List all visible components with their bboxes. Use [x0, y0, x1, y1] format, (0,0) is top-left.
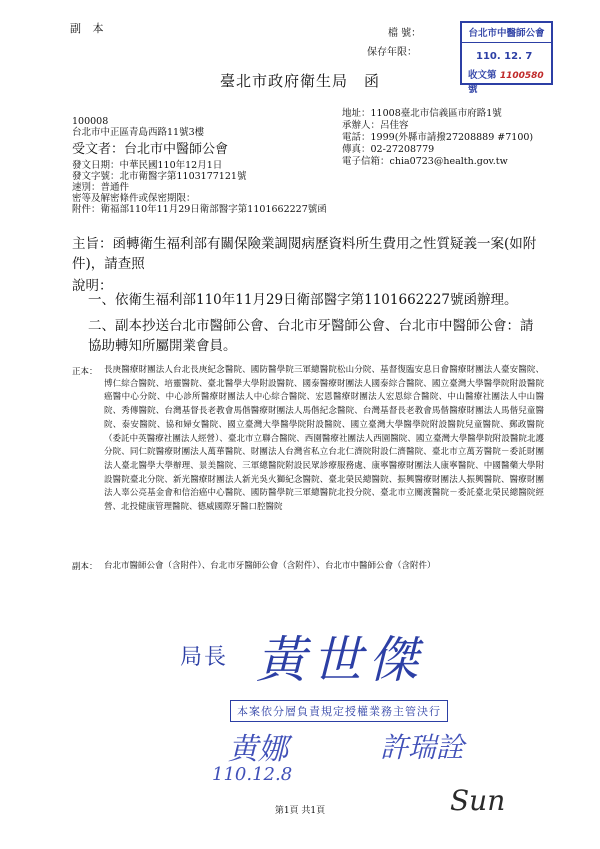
stamp-receive-number: 1100580	[499, 71, 544, 81]
confidentiality: 密等及解密條件或保密期限：	[72, 193, 196, 204]
explanation-item-1: 一、依衛生福利部110年11月29日衛部醫字第1101662227號函辦理。	[88, 292, 518, 308]
cc-recipients: 台北市醫師公會（含附件）、台北市牙醫師公會（含附件）、台北市中醫師公會（含附件）	[104, 561, 436, 571]
file-number-label: 檔 號：	[388, 28, 422, 39]
document-title: 臺北市政府衛生局 函	[219, 72, 380, 90]
delivery-speed: 速別：普通件	[72, 182, 130, 193]
handwritten-signature-3: Sun	[450, 784, 506, 817]
explanation-item-2: 二、副本抄送台北市醫師公會、台北市牙醫師公會、台北市中醫師公會：請協助轉知所屬開業會員。	[88, 318, 534, 354]
issue-date: 發文日期：中華民國110年12月1日	[72, 160, 223, 171]
contact-row	[342, 132, 557, 144]
attachment-line: 附件：衛福部110年11月29日衛部醫字第1101662227號函	[72, 204, 327, 215]
retention-period-label: 保存年限：	[367, 47, 417, 58]
copy-mark: 副 本	[70, 22, 108, 35]
contact-key: 傳真：	[342, 144, 371, 155]
contact-block	[342, 108, 557, 168]
postcode: 100008	[72, 116, 109, 127]
contact-key: 承辦人：	[342, 120, 381, 131]
handwritten-signature-2: 許瑞詮	[380, 731, 465, 764]
director-signature: 黃世傑	[256, 631, 424, 689]
handwritten-date: 110.12.8	[212, 764, 293, 785]
recipient-address: 台北市中正區青島西路11號3樓	[72, 127, 205, 138]
main-recipients-label: 正本：	[72, 367, 98, 377]
handwritten-signature-1: 黄娜	[228, 732, 288, 767]
stamp-title: 台北市中醫師公會	[462, 25, 551, 43]
director-title: 局長	[180, 645, 229, 670]
receipt-stamp	[460, 21, 553, 95]
main-recipients: 長庚醫療財團法人台北長庚紀念醫院、國防醫學院三軍總醫院松山分院、基督復臨安息日會醫療財團法人臺安醫院、博仁綜合醫院、培靈醫院、臺北醫學大學附設醫院、國泰醫療財團法人國泰綜合醫院、國立臺灣大學醫學院附設醫院癌醫中心分院、中心診所醫療財團法人中心綜合醫院、宏恩醫療財團法人宏恩綜合醫院、中山醫療社團法人中山醫院、秀傳醫院、台灣基督長老教會馬偕醫療財團法人馬偕紀念醫院、台灣基督長老教會馬偕醫療財團法人馬偕兒童醫院、泰安醫院、協和婦女醫院、國立臺灣大學醫學院附設醫院、國立臺灣大學醫學院附設醫院兒童醫院、郵政醫院（委託中英醫療社團法人經營）、臺北市立聯合醫院、西園醫療社團法人西園醫院、國立臺灣大學醫學院附設醫院北護分院、同仁院醫療財團法人萬華醫院、財團法人台灣省私立台北仁濟院附設仁濟醫院、臺北市立萬芳醫院－委託財團法人臺北醫學大學辦理、景美醫院、三軍總醫院附設民眾診療服務處、康寧醫療財團法人康寧醫院、中國醫藥大學附設醫院臺北分院、新光醫療財團法人新光吳火獅紀念醫院、臺北榮民總醫院、振興醫療財團法人振興醫院、醫療財團法人辜公亮基金會和信治癌中心醫院、國防醫學院三軍總醫院北投分院、臺北市立關渡醫院－委託臺北榮民總醫院經營、北投健康管理醫院、德威國際牙醫口腔醫院	[104, 365, 544, 513]
stamp-date: 110. 12. 7	[476, 51, 533, 62]
contact-value: 1999(外縣市請撥27208889 #7100)	[370, 132, 534, 143]
recipient: 受文者：台北市中醫師公會	[72, 142, 229, 157]
contact-value: chia0723@health.gov.tw	[389, 156, 508, 167]
explanation-heading: 說明：	[72, 278, 113, 294]
stamp-receive-label	[468, 67, 551, 95]
stamp-receive-prefix: 收文第	[468, 70, 497, 81]
contact-value: 呂佳容	[380, 120, 409, 131]
contact-value: 02-27208779	[370, 144, 435, 155]
contact-row	[342, 144, 557, 156]
authorization-stamp: 本案依分層負責規定授權業務主管決行	[230, 700, 448, 722]
contact-key: 地址：	[342, 108, 371, 119]
contact-row	[342, 156, 557, 168]
cc-label: 副本：	[72, 562, 98, 572]
subject: 主旨：函轉衛生福利部有關保險業調閱病歷資料所生費用之性質疑義一案(如附件)，請查照	[72, 236, 537, 272]
contact-key: 電話：	[342, 132, 371, 143]
stamp-receive-suffix: 號	[468, 84, 478, 95]
contact-value: 11008臺北市信義區市府路1號	[370, 108, 502, 119]
page-number: 第1頁 共1頁	[274, 806, 326, 816]
contact-row	[342, 120, 557, 132]
document-number: 發文字號：北市衛醫字第1103177121號	[72, 171, 247, 182]
contact-key: 電子信箱：	[342, 156, 390, 167]
contact-row	[342, 108, 557, 120]
